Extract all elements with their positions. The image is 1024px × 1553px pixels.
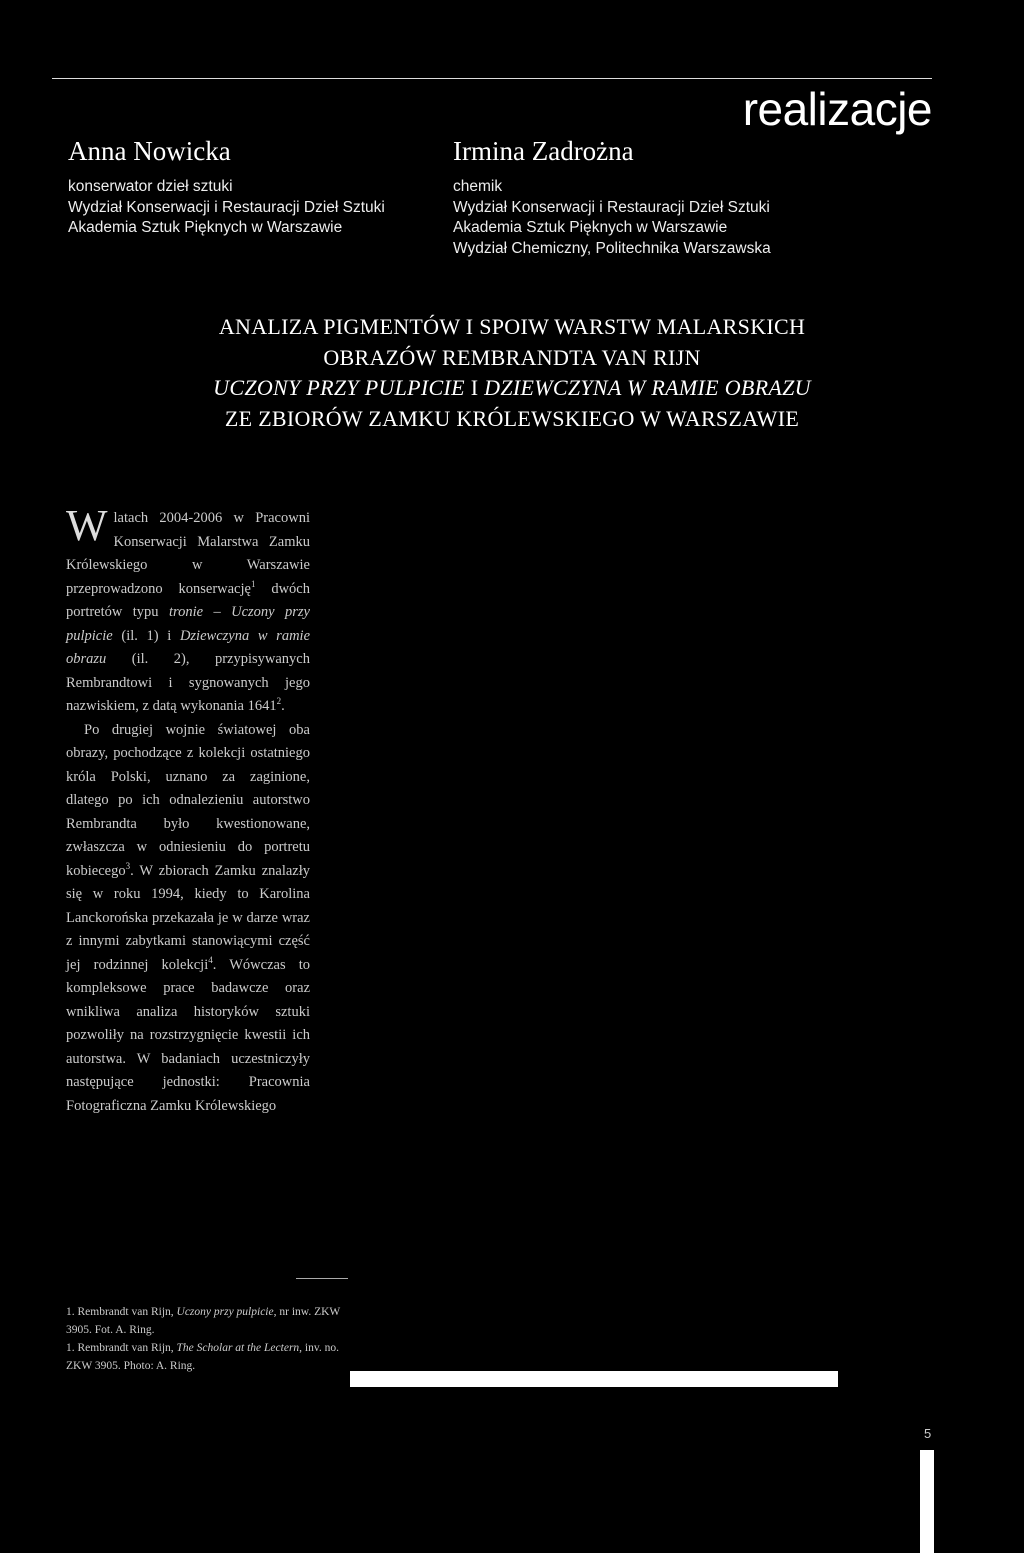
- text-run: . W zbiorach Zamku znalazły się w roku 1994, kiedy to Karolina Lanckorońska przekazała je w darze wraz z innymi zabytkami stanowiącymi część jej rodzinnej kolekcji: [66, 862, 310, 973]
- footnote-ref: 1: [250, 578, 256, 589]
- footnote-ref: 4: [208, 954, 213, 965]
- text-run: .: [281, 698, 285, 714]
- author-anna-nowicka: [68, 136, 385, 239]
- drop-cap: W: [66, 501, 108, 550]
- photo-edge-strip: [350, 1371, 838, 1387]
- article-body: [66, 501, 310, 1118]
- text-run: (il. 2), przypisywanych Rembrandtowi i sygnowanych jego nazwiskiem, z datą wykonania 1641: [66, 651, 310, 714]
- title-line-4: ZE ZBIORÓW ZAMKU KRÓLEWSKIEGO W WARSZAWIE: [224, 405, 800, 431]
- title-painting-2: DZIEWCZYNA W RAMIE OBRAZU: [484, 375, 811, 400]
- paragraph-1: [66, 501, 310, 719]
- text-run: , nr inw. ZKW 3905. Fot. A. Ring.: [66, 1306, 341, 1336]
- text-run: 1. Rembrandt van Rijn,: [66, 1306, 177, 1318]
- title-painting-1: UCZONY PRZY PULPICIE: [213, 375, 465, 400]
- painting-title: The Scholar at the Lectern: [176, 1342, 300, 1354]
- author-affiliation: Wydział Chemiczny, Politechnika Warszawska: [453, 239, 771, 257]
- author-affiliation: Wydział Konserwacji i Restauracji Dzieł Sztuki: [453, 198, 770, 216]
- section-title: realizacje: [742, 83, 932, 135]
- text-run: . Wówczas to kompleksowe prace badawcze oraz wnikliwa analiza historyków sztuki pozwoliły na rozstrzygnięcie kwestii ich autorstwa. W badaniach uczestniczyły następujące jednostki: Pracownia Fotograficzna Zamku Królewskiego: [66, 956, 310, 1114]
- author-irmina-zadrozna: [453, 136, 771, 259]
- text-run: 1. Rembrandt van Rijn,: [66, 1342, 177, 1354]
- author-role: konserwator dzieł sztuki: [68, 178, 233, 195]
- caption-english: [66, 1339, 356, 1375]
- caption-polish: [66, 1303, 356, 1339]
- title-line-2: OBRAZÓW REMBRANDTA VAN RIJN: [323, 344, 701, 370]
- article-title: [60, 312, 964, 434]
- paragraph-2: [66, 719, 310, 1119]
- author-name: Irmina Zadrożna: [453, 136, 634, 166]
- author-affiliation: Wydział Konserwacji i Restauracji Dzieł Sztuki: [68, 198, 385, 216]
- text-run: latach 2004-2006 w Pracowni Konserwacji Malarstwa Zamku Królewskiego w Warszawie przeprowadzono konserwację: [66, 510, 310, 597]
- text-run: , inv. no. ZKW 3905. Photo: A. Ring.: [66, 1342, 339, 1372]
- text-run: (il. 1) i: [112, 627, 180, 644]
- author-affiliation: Akademia Sztuk Pięknych w Warszawie: [68, 219, 343, 236]
- title-line-1: ANALIZA PIGMENTÓW I SPOIW WARSTW MALARSKICH: [218, 314, 806, 339]
- footnote-ref: 3: [125, 860, 131, 871]
- author-role: chemik: [453, 178, 503, 195]
- top-rule: [52, 78, 932, 79]
- title-line-3: [60, 373, 964, 404]
- text-run: dwóch portretów typu: [66, 580, 310, 620]
- author-name: Anna Nowicka: [68, 136, 231, 166]
- painting-title: tronie – Uczony przy pulpicie: [66, 604, 310, 644]
- page-number: 5: [924, 1426, 932, 1441]
- caption-rule: [296, 1278, 348, 1279]
- page-edge-bar: [920, 1450, 934, 1553]
- footnote-ref: 2: [276, 696, 282, 707]
- figure-caption: [66, 1303, 356, 1375]
- author-affiliation: Akademia Sztuk Pięknych w Warszawie: [453, 219, 728, 236]
- text-run: Po drugiej wojnie światowej oba obrazy, pochodzące z kolekcji ostatniego króla Polski, uznano za zaginione, dlatego po ich odnalezieniu autorstwo Rembrandta było kwestionowane, zwłaszcza w odniesieniu do portretu kobiecego: [66, 721, 310, 879]
- painting-title: Dziewczyna w ramie obrazu: [66, 627, 310, 667]
- painting-title: Uczony przy pulpicie: [176, 1306, 274, 1318]
- title-conjunction: I: [464, 375, 485, 400]
